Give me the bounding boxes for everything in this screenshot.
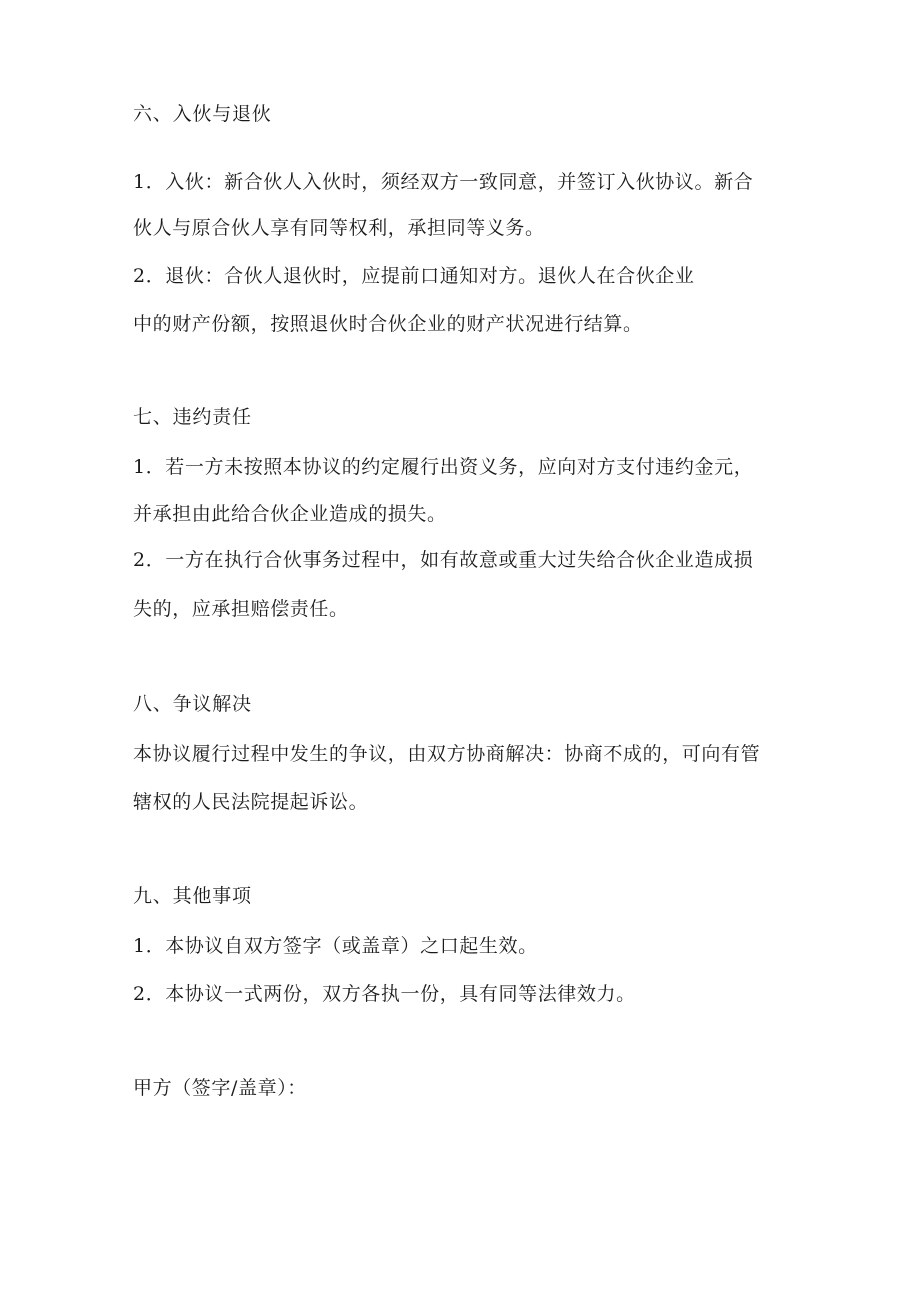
party-a-signature-label: 甲方（签字/盖章）：: [133, 1077, 307, 1099]
paragraph-line: 失的，应承担赔偿责任。: [133, 598, 349, 620]
paragraph-line: 2．本协议一式两份，双方各执一份，具有同等法律效力。: [133, 983, 636, 1005]
paragraph-line: 本协议履行过程中发生的争议，由双方协商解决：协商不成的，可向有管: [133, 743, 761, 765]
paragraph-line: 1．若一方未按照本协议的约定履行出资义务，应向对方支付违约金元，: [133, 456, 754, 478]
paragraph-line: 1．入伙：新合伙人入伙时，须经双方一致同意，并签订入伙协议。新合: [133, 171, 754, 193]
paragraph-line: 辖权的人民法院提起诉讼。: [133, 791, 369, 813]
section-heading-dispute: 八、争议解决: [133, 693, 252, 715]
paragraph-line: 并承担由此给合伙企业造成的损失。: [133, 503, 447, 525]
paragraph-line: 中的财产份额，按照退伙时合伙企业的财产状况进行结算。: [133, 313, 643, 335]
section-heading-other-matters: 九、其他事项: [133, 885, 252, 907]
paragraph-line: 1．本协议自双方签字（或盖章）之口起生效。: [133, 935, 538, 957]
section-heading-withdrawal: 六、入伙与退伙: [133, 103, 272, 125]
paragraph-line: 2．退伙：合伙人退伙时，应提前口通知对方。退伙人在合伙企业: [133, 265, 695, 287]
section-heading-liability: 七、违约责任: [133, 406, 252, 428]
paragraph-line: 伙人与原合伙人享有同等权利，承担同等义务。: [133, 217, 545, 239]
paragraph-line: 2．一方在执行合伙事务过程中，如有故意或重大过失给合伙企业造成损: [133, 549, 754, 571]
